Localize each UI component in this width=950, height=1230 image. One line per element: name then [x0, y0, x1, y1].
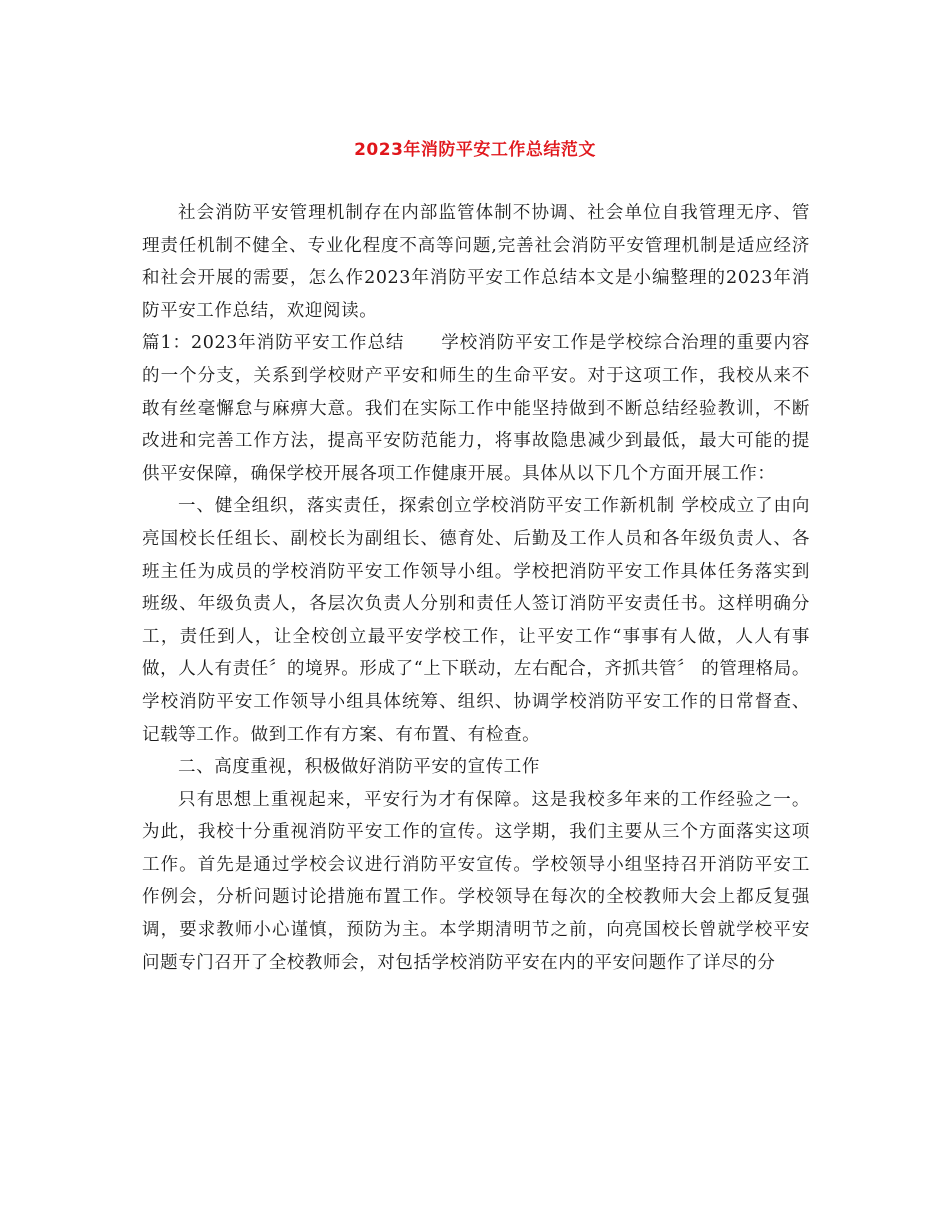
document-title: 2023年消防平安工作总结范文 [354, 140, 596, 160]
paragraph-article-1: 篇1：2023年消防平安工作总结 学校消防平安工作是学校综合治理的重要内容的一个分支，关系到学校财产平安和师生的生命平安。对于这项工作，我校从来不敢有丝毫懈怠与麻痹大意。我们在实际工作中能坚持做到不断总结经验教训，不断改进和完善工作方法，提高平安防范能力，将事故隐患减少到最低，最大可能的提供平安保障，确保学校开展各项工作健康开展。具体从以下几个方面开展工作： [142, 333, 810, 484]
paragraph-intro: 社会消防平安管理机制存在内部监管体制不协调、社会单位自我管理无序、管理责任机制不健全、专业化程度不高等问题,完善社会消防平安管理机制是适应经济和社会开展的需要，怎么作2023年消防平安工作总结本文是小编整理的2023年消防平安工作总结，欢迎阅读。 [142, 203, 810, 321]
paragraph-section-2-heading: 二、高度重视，积极做好消防平安的宣传工作 [178, 757, 540, 778]
paragraph-section-1: 一、健全组织，落实责任，探索创立学校消防平安工作新机制 学校成立了由向亮国校长任组长、副校长为副组长、德育处、后勤及工作人员和各年级负责人、各班主任为成员的学校消防平安工作领导小组。学校把消防平安工作具体任务落实到班级、年级负责人，各层次负责人分别和责任人签订消防平安责任书。这样明确分工，责任到人，让全校创立最平安学校工作，让平安工作“事事有人做，人人有事做，人人有责任〞的境界。形成了“上下联动，左右配合，齐抓共管〞 的管理格局。学校消防平安工作领导小组具体统筹、组织、协调学校消防平安工作的日常督查、记载等工作。做到工作有方案、有布置、有检查。 [142, 496, 810, 745]
paragraph-section-2-body: 只有思想上重视起来，平安行为才有保障。这是我校多年来的工作经验之一。为此，我校十分重视消防平安工作的宣传。这学期，我们主要从三个方面落实这项工作。首先是通过学校会议进行消防平安宣传。学校领导小组坚持召开消防平安工作例会，分析问题讨论措施布置工作。学校领导在每次的全校教师大会上都反复强调，要求教师小心谨慎，预防为主。本学期清明节之前，向亮国校长曾就学校平安问题专门召开了全校教师会，对包括学校消防平安在内的平安问题作了详尽的分 [142, 789, 810, 973]
document-body [142, 197, 810, 979]
